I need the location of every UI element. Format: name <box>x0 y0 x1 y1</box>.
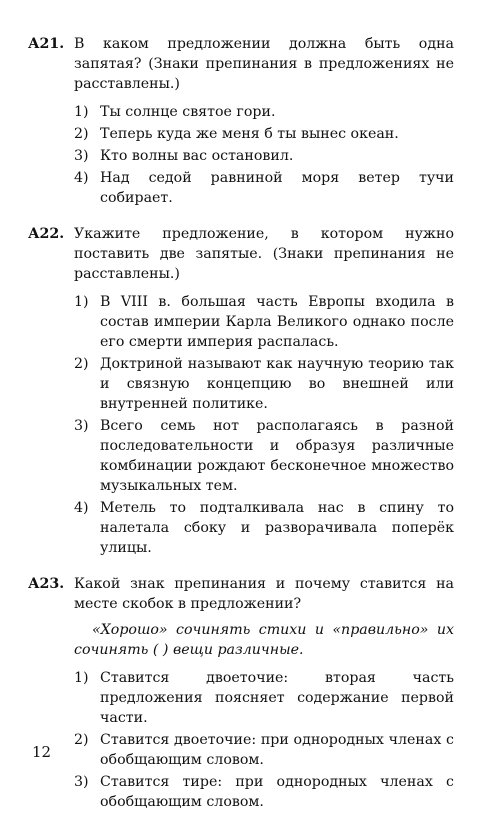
option-item[interactable] <box>74 102 454 122</box>
question-text: В каком предложении должна быть одна запятая? (Знаки препинания в предложениях не расставлены.) <box>74 36 454 92</box>
option-item[interactable] <box>74 146 454 166</box>
question-text: Какой знак препинания и почему ставится на месте скобок в предложении? <box>74 576 454 612</box>
option-number: 1) <box>74 294 89 310</box>
question-a21 <box>28 34 454 210</box>
option-item[interactable] <box>74 772 454 812</box>
option-text: Всего семь нот располагаясь в разной последовательности и образуя различные комбинации рождают бесконечное множество музыкальных тем. <box>100 418 454 494</box>
page-content <box>28 34 454 814</box>
question-number: А21. <box>28 36 65 52</box>
option-number: 4) <box>74 500 89 516</box>
option-item[interactable] <box>74 730 454 770</box>
option-number: 3) <box>74 148 89 164</box>
option-number: 1) <box>74 104 89 120</box>
question-a22 <box>28 224 454 560</box>
question-a23 <box>28 574 454 814</box>
option-text: Ставится двоеточие: вторая часть предложения поясняет содержание первой части. <box>100 670 454 726</box>
option-number: 2) <box>74 126 89 142</box>
option-text: Ставится двоеточие: при однородных членах с обобщающим словом. <box>100 732 454 768</box>
option-number: 3) <box>74 774 89 790</box>
question-number: А22. <box>28 226 65 242</box>
option-text: В VIII в. большая часть Европы входила в состав империи Карла Великого однако после его смерти империя распалась. <box>100 294 454 350</box>
option-item[interactable] <box>74 416 454 496</box>
question-number: А23. <box>28 576 65 592</box>
option-text: Ставится тире: при однородных членах с обобщающим словом. <box>100 774 454 810</box>
option-number: 2) <box>74 732 89 748</box>
option-item[interactable] <box>74 124 454 144</box>
option-item[interactable] <box>74 168 454 208</box>
option-item[interactable] <box>74 668 454 728</box>
example-sentence: «Хорошо» сочинять стихи и «правильно» их сочинять ( ) вещи различные. <box>74 622 454 658</box>
options-list <box>74 102 454 208</box>
option-item[interactable] <box>74 498 454 558</box>
option-text: Кто волны вас остановил. <box>100 148 294 164</box>
option-text: Ты солнце святое гори. <box>100 104 276 120</box>
option-number: 1) <box>74 670 89 686</box>
option-text: Теперь куда же меня б ты вынес океан. <box>100 126 399 142</box>
question-body <box>74 224 454 560</box>
question-body <box>74 574 454 814</box>
option-text: Над седой равниной моря ветер тучи собирает. <box>100 170 454 206</box>
options-list <box>74 668 454 812</box>
option-text: Метель то подталкивала нас в спину то налетала сбоку и разворачивала поперёк улицы. <box>100 500 454 556</box>
option-item[interactable] <box>74 292 454 352</box>
page-number: 12 <box>32 743 52 761</box>
question-text: Укажите предложение, в котором нужно поставить две запятые. (Знаки препинания не расставлены.) <box>74 226 454 282</box>
options-list <box>74 292 454 558</box>
option-text: Доктриной называют как научную теорию так и связную концепцию во внешней или внутренней политике. <box>100 356 454 412</box>
option-number: 4) <box>74 170 89 186</box>
option-item[interactable] <box>74 354 454 414</box>
question-body <box>74 34 454 210</box>
option-number: 3) <box>74 418 89 434</box>
option-number: 2) <box>74 356 89 372</box>
